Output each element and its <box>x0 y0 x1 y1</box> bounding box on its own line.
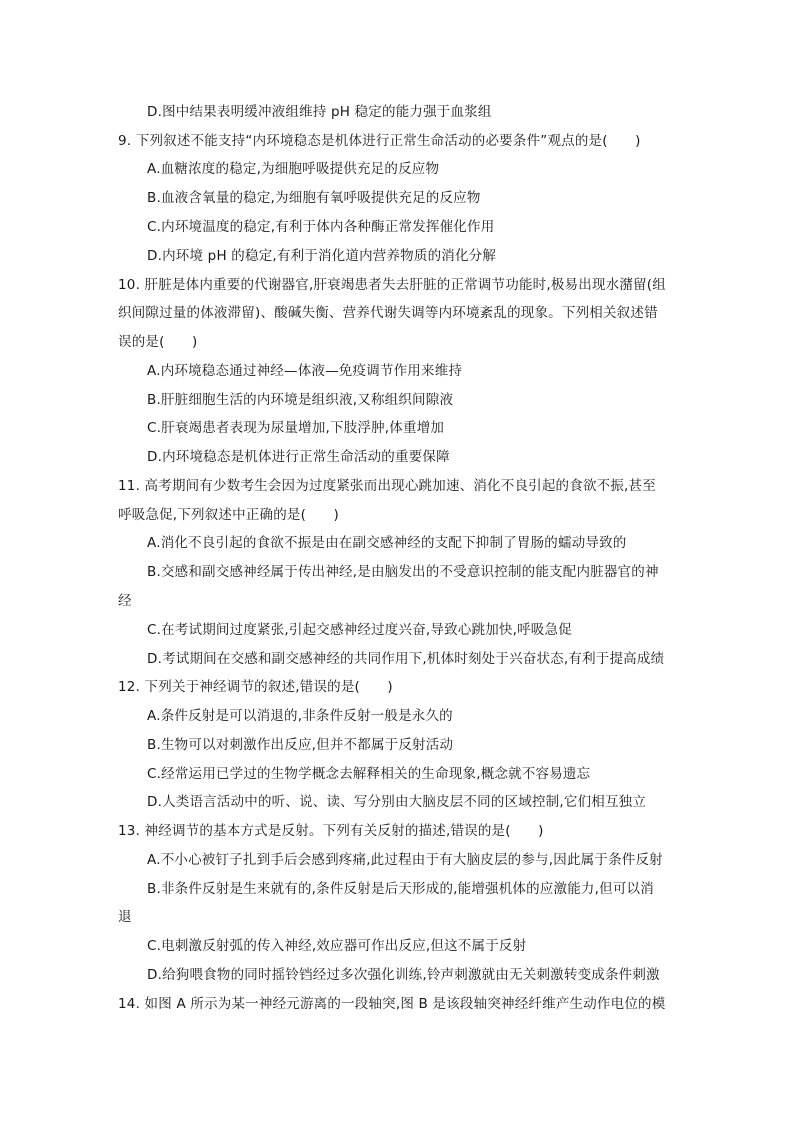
answer-option: A.条件反射是可以消退的,非条件反射一般是永久的 <box>147 708 453 724</box>
question-stem: 13. 神经调节的基本方式是反射。下列有关反射的描述,错误的是( ) <box>118 823 544 839</box>
answer-option: A.不小心被钉子扎到手后会感到疼痛,此过程由于有大脑皮层的参与,因此属于条件反射 <box>147 852 663 868</box>
text-continuation: 经 <box>118 593 132 609</box>
answer-option: B.肝脏细胞生活的内环境是组织液,又称组织间隙液 <box>147 392 454 408</box>
text-continuation: 误的是( ) <box>118 334 198 350</box>
text-continuation: 织间隙过量的体液滞留)、酸碱失衡、营养代谢失调等内环境紊乱的现象。下列相关叙述错 <box>118 305 658 321</box>
answer-option: D.内环境稳态是机体进行正常生命活动的重要保障 <box>147 449 450 465</box>
answer-option: B.血液含氧量的稳定,为细胞有氧呼吸提供充足的反应物 <box>147 190 481 206</box>
answer-option: B.生物可以对刺激作出反应,但并不都属于反射活动 <box>147 737 454 753</box>
answer-option: D.考试期间在交感和副交感神经的共同作用下,机体时刻处于兴奋状态,有利于提高成绩 <box>147 651 665 667</box>
answer-option: D.图中结果表明缓冲液组维持 pH 稳定的能力强于血浆组 <box>147 104 492 120</box>
answer-option: A.消化不良引起的食欲不振是由在副交感神经的支配下抑制了胃肠的蠕动导致的 <box>147 535 627 551</box>
text-continuation: 呼吸急促,下列叙述中正确的是( ) <box>118 507 339 523</box>
answer-option: B.非条件反射是生来就有的,条件反射是后天形成的,能增强机体的应激能力,但可以消 <box>147 881 654 897</box>
question-stem: 11. 高考期间有少数考生会因为过度紧张而出现心跳加速、消化不良引起的食欲不振,甚至 <box>118 478 656 494</box>
answer-option: D.给狗喂食物的同时摇铃铛经过多次强化训练,铃声刺激就由无关刺激转变成条件刺激 <box>147 967 660 983</box>
answer-option: C.内环境温度的稳定,有利于体内各种酶正常发挥催化作用 <box>147 219 495 235</box>
question-stem: 9. 下列叙述不能支持“内环境稳态是机体进行正常生命活动的必要条件”观点的是( ) <box>118 133 641 149</box>
question-stem: 10. 肝脏是体内重要的代谢器官,肝衰竭患者失去肝脏的正常调节功能时,极易出现水潴留(组 <box>118 277 666 293</box>
answer-option: B.交感和副交感神经属于传出神经,是由脑发出的不受意识控制的能支配内脏器官的神 <box>147 564 659 580</box>
answer-option: C.肝衰竭患者表现为尿量增加,下肢浮肿,体重增加 <box>147 420 445 436</box>
answer-option: A.血糖浓度的稳定,为细胞呼吸提供充足的反应物 <box>147 161 440 177</box>
answer-option: C.在考试期间过度紧张,引起交感神经过度兴奋,导致心跳加快,呼吸急促 <box>147 622 572 638</box>
answer-option: C.经常运用已学过的生物学概念去解释相关的生命现象,概念就不容易遗忘 <box>147 766 591 782</box>
question-stem: 14. 如图 A 所示为某一神经元游离的一段轴突,图 B 是该段轴突神经纤维产生动作电位的模 <box>118 996 666 1012</box>
answer-option: C.电刺激反射弧的传入神经,效应器可作出反应,但这不属于反射 <box>147 938 527 954</box>
answer-option: A.内环境稳态通过神经—体液—免疫调节作用来维持 <box>147 363 463 379</box>
text-continuation: 退 <box>118 909 132 925</box>
question-stem: 12. 下列关于神经调节的叙述,错误的是( ) <box>118 679 393 695</box>
answer-option: D.人类语言活动中的听、说、读、写分别由大脑皮层不同的区域控制,它们相互独立 <box>147 794 647 810</box>
answer-option: D.内环境 pH 的稳定,有利于消化道内营养物质的消化分解 <box>147 248 497 264</box>
